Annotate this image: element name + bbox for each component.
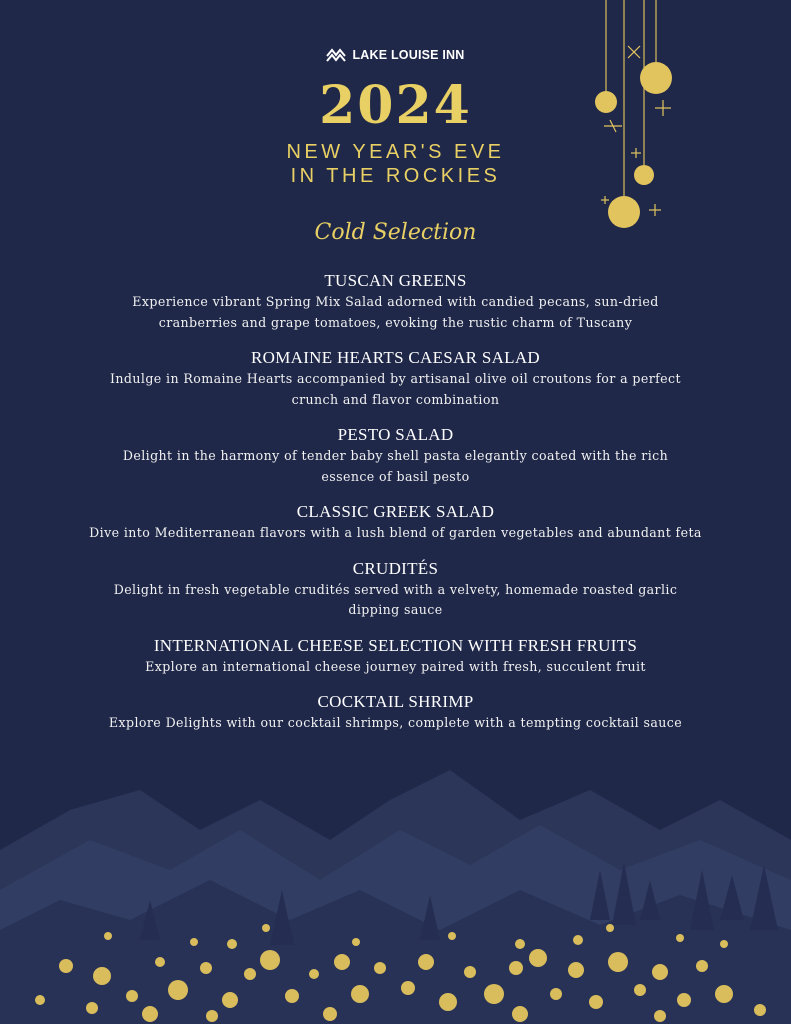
menu-item-name: ROMAINE HEARTS CAESAR SALAD xyxy=(250,348,540,367)
menu-item-description xyxy=(66,657,726,678)
description-line: essence of basil pesto xyxy=(321,468,470,484)
menu-item xyxy=(66,424,726,487)
menu-item-name: INTERNATIONAL CHEESE SELECTION WITH FRESH FRUITS xyxy=(153,635,638,655)
event-subtitle xyxy=(0,140,791,188)
menu-item-description xyxy=(66,369,726,410)
description-line: Experience vibrant Spring Mix Salad adorned with candied pecans, sun-dried xyxy=(132,294,659,309)
menu-item-name: TUSCAN GREENS xyxy=(324,271,467,290)
description-line: Delight in fresh vegetable crudités served with a velvety, homemade roasted garlic xyxy=(113,581,678,597)
menu-item xyxy=(66,501,726,544)
menu-item xyxy=(66,558,726,621)
menu-item xyxy=(66,691,726,734)
menu-item-name: CRUDITÉS xyxy=(352,558,439,578)
description-line: dipping sauce xyxy=(348,602,443,617)
menu-list xyxy=(0,270,791,748)
description-line: Indulge in Romaine Hearts accompanied by artisanal olive oil croutons for a perfect xyxy=(110,371,681,386)
description-line: crunch and flavor combination xyxy=(291,391,500,407)
menu-item xyxy=(66,270,726,333)
menu-item-name: CLASSIC GREEK SALAD xyxy=(296,502,495,521)
menu-item-name: PESTO SALAD xyxy=(337,425,454,444)
description-line: Dive into Mediterranean flavors with a lush blend of garden vegetables and abundant feta xyxy=(89,525,702,540)
menu-item-description xyxy=(66,523,726,544)
menu-item-description xyxy=(66,580,726,621)
description-line: Explore Delights with our cocktail shrimps, complete with a tempting cocktail sauce xyxy=(108,715,683,730)
menu-item-name: COCKTAIL SHRIMP xyxy=(317,692,474,711)
subtitle-line-2: IN THE ROCKIES xyxy=(290,165,501,187)
description-line: Explore an international cheese journey paired with fresh, succulent fruit xyxy=(145,658,646,674)
description-line: Delight in the harmony of tender baby shell pasta elegantly coated with the rich xyxy=(122,448,669,463)
menu-item xyxy=(66,347,726,410)
menu-item-description xyxy=(66,292,726,333)
menu-item-description xyxy=(66,446,726,487)
brand-logo xyxy=(0,47,791,63)
section-title: Cold Selection xyxy=(314,220,477,245)
event-year: 2024 xyxy=(319,75,472,136)
mountain-logo-icon xyxy=(326,47,346,63)
subtitle-line-1: NEW YEAR'S EVE xyxy=(286,141,505,163)
menu-item xyxy=(66,635,726,678)
logo-text: LAKE LOUISE INN xyxy=(352,48,465,62)
menu-item-description xyxy=(66,713,726,734)
description-line: cranberries and grape tomatoes, evoking the rustic charm of Tuscany xyxy=(158,314,633,330)
